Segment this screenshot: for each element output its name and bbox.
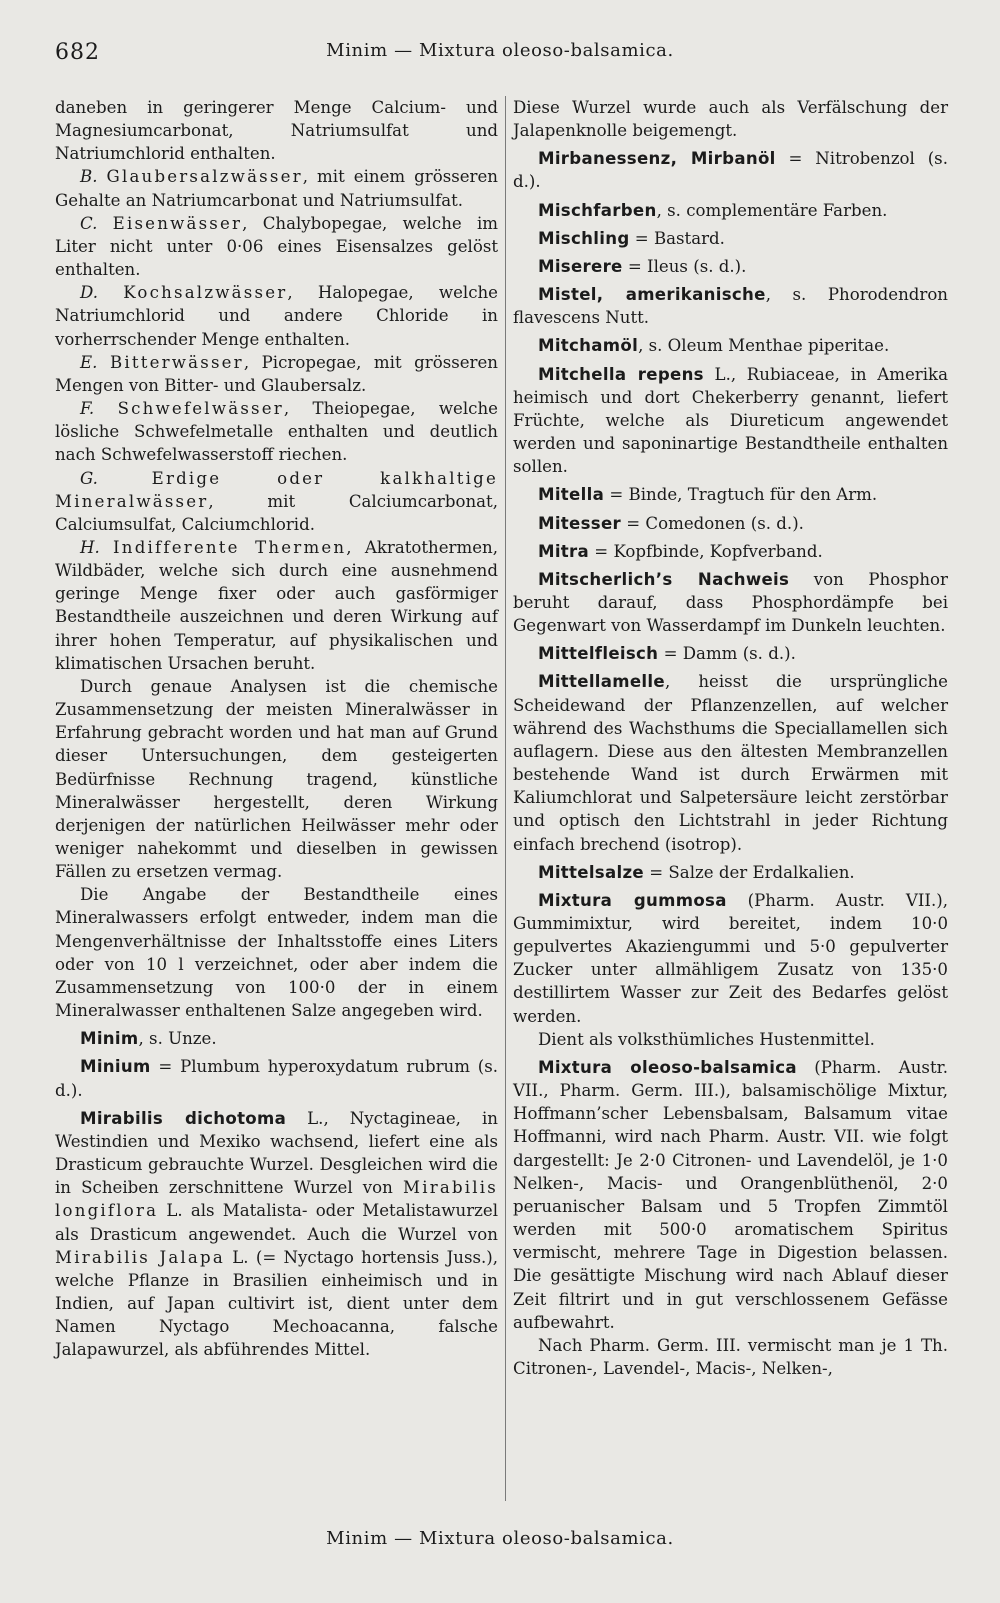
headword: Mittelsalze: [538, 862, 644, 882]
entry-mirabilis: Mirabilis dichotoma L., Nyctagineae, in Westindien und Mexiko wachsend, liefert eine als Drasticum gebrauchte Wurzel. Desgleichen wird die in Scheiben zerschnittene Wurzel von Mirabilis longiflora L. als Matalista- oder Metalistawurzel als Drasticum angewendet. Auch die Wurzel von Mirabilis Jalapa L. (= Nyctago hortensis Juss.), welche Pflanze in Brasilien einheimisch und in Indien, auf Japan cultivirt ist, dient unter dem Namen Nyctago Mechoacanna, falsche Jalapawurzel, als abführendes Mittel.: [55, 1108, 498, 1360]
right-column: [513, 96, 948, 1380]
headword: Mitesser: [538, 513, 621, 533]
list-item-c: C. Eisenwässer, Chalybopegae, welche im Liter nicht unter 0·06 eines Eisensalzes gelöst enthalten.: [55, 213, 498, 280]
entry-minium: Minium = Plumbum hyperoxydatum rubrum (s. d.).: [55, 1057, 498, 1100]
list-item-h: H. Indifferente Thermen, Akratothermen, Wildbäder, welche sich durch eine ausnehmend geringe Menge fixer oder auch gasförmiger Bestandtheile auszeichnen und deren Wirkung auf ihrer hohen Temperatur, auf physikalischen und klimatischen Ursachen beruht.: [55, 537, 499, 673]
list-item-d: D. Kochsalzwässer, Halopegae, welche Natriumchlorid und andere Chloride in vorherrschender Menge enthalten.: [55, 283, 499, 349]
headword: Mixtura oleoso-balsamica: [538, 1057, 797, 1077]
entry-miserere: Miserere = Ileus (s. d.).: [538, 256, 747, 276]
paragraph: Durch genaue Analysen ist die chemische Zusammensetzung der meisten Mineralwässer in Erfahrung gebracht worden und hat man auf Grund dieser Untersuchungen, dem gesteigerten Bedürfnisse Rechnung tragend, künstliche Mineralwässer hergestellt, deren Wirkung derjenigen der natürlichen Heilwässer mehr oder weniger nahekommt und dieselben in gewissen Fällen zu ersetzen vermag.: [55, 676, 498, 882]
entry-mistel: Mistel, amerikanische, s. Phorodendron flavescens Nutt.: [513, 285, 948, 328]
headword: Mittelfleisch: [538, 644, 659, 664]
headword: Miserere: [538, 256, 623, 276]
running-header: Minim — Mixtura oleoso-balsamica.: [326, 40, 674, 61]
list-item-g: G. Erdige oder kalkhaltige Mineralwässer, mit Calciumcarbonat, Calciumsulfat, Calciumchlorid.: [55, 468, 498, 534]
column-divider: [505, 96, 506, 1501]
headword: Mixtura gummosa: [538, 890, 727, 910]
entry-mixtura-oleoso-balsamica: Mixtura oleoso-balsamica (Pharm. Austr. VII., Pharm. Germ. III.), balsamischölige Mixtur, Hoffmann’scher Lebensbalsam, Balsamum vitae Hoffmanni, wird nach Pharm. Austr. VII. wie folgt dargestellt: Je 2·0 Citronen- und Lavendelöl, je 1·0 Nelken-, Macis- und Orangenblüthenöl, 2·0 peruanischer Balsam und 5 Tropfen Zimmtöl werden mit 500·0 aromatischem Spiritus vermischt, mehrere Tage in Digestion belassen. Die gesättigte Mischung wird nach Ablauf dieser Zeit filtrirt und in gut verschlossenem Gefässe aufbewahrt.: [513, 1057, 948, 1332]
headword: Mischfarben: [538, 200, 657, 220]
paragraph: Nach Pharm. Germ. III. vermischt man je 1 Th. Citronen-, Lavendel-, Macis-, Nelken-,: [513, 1335, 948, 1378]
headword: Mistel, amerikanische: [538, 285, 766, 305]
headword: Mirbanessenz, Mirbanöl: [538, 149, 776, 169]
list-item-e: E. Bitterwässer, Picropegae, mit grösseren Mengen von Bitter- und Glaubersalz.: [55, 352, 498, 395]
entry-mixtura-gummosa: Mixtura gummosa (Pharm. Austr. VII.), Gummimixtur, wird bereitet, indem 10·0 gepulvertes Akaziengummi und 5·0 gepulverter Zucker unter allmähligem Zusatz von 135·0 destillirtem Wasser zur Zeit des Bedarfes gelöst werden.: [513, 890, 948, 1026]
entry-minim: Minim, s. Unze.: [80, 1029, 217, 1049]
headword: Minium: [80, 1057, 151, 1077]
entry-mittellamelle: Mittellamelle, heisst die ursprüngliche Scheidewand der Pflanzenzellen, auf welcher während des Wachsthums die Speciallamellen sich auflagern. Diese aus den ältesten Membranzellen bestehende Wand ist durch Erwärmen mit Kaliumchlorat und Salpetersäure leicht zerstörbar und optisch den Lichtstrahl in jeder Richtung einfach brechend (isotrop).: [513, 672, 948, 854]
entry-mittelfleisch: Mittelfleisch = Damm (s. d.).: [538, 644, 796, 664]
entry-mischfarben: Mischfarben, s. complementäre Farben.: [538, 200, 888, 220]
headword: Mitchamöl: [538, 336, 639, 356]
paragraph: Diese Wurzel wurde auch als Verfälschung der Jalapenknolle beigemengt.: [513, 98, 948, 141]
entry-mitchamoel: Mitchamöl, s. Oleum Menthae piperitae.: [538, 336, 890, 356]
headword: Minim: [80, 1029, 139, 1049]
headword: Mitchella repens: [538, 364, 704, 384]
entry-mittelsalze: Mittelsalze = Salze der Erdalkalien.: [538, 862, 855, 882]
list-item-f: F. Schwefelwässer, Theiopegae, welche lösliche Schwefelmetalle enthalten und deutlich nach Schwefelwasserstoff riechen.: [55, 399, 498, 465]
entry-mischling: Mischling = Bastard.: [538, 228, 725, 248]
entry-mitella: Mitella = Binde, Tragtuch für den Arm.: [538, 485, 878, 505]
headword: Mittellamelle: [538, 672, 665, 692]
entry-mitesser: Mitesser = Comedonen (s. d.).: [538, 513, 804, 533]
entry-mitscherlich: Mitscherlich’s Nachweis von Phosphor beruht darauf, dass Phosphordämpfe bei Gegenwart von Wasserdampf im Dunkeln leuchten.: [513, 569, 948, 636]
headword: Mirabilis dichotoma: [80, 1108, 287, 1128]
paragraph: Die Angabe der Bestandtheile eines Mineralwassers erfolgt entweder, indem man die Mengenverhältnisse der Inhaltsstoffe eines Liters oder von 10 l verzeichnet, oder aber indem die Zusammensetzung von 100·0 der in einem Mineralwasser enthaltenen Salze angegeben wird.: [55, 885, 498, 1021]
entry-mitchella: Mitchella repens L., Rubiaceae, in Amerika heimisch und dort Chekerberry genannt, liefert Früchte, welche als Diureticum angewendet werden und saponinartige Bestandtheile enthalten sollen.: [513, 364, 948, 477]
running-footer: Minim — Mixtura oleoso-balsamica.: [326, 1528, 674, 1549]
entry-mirbanessenz: Mirbanessenz, Mirbanöl = Nitrobenzol (s. d.).: [513, 149, 948, 192]
headword: Mitra: [538, 541, 590, 561]
list-item-b: B. Glaubersalzwässer, mit einem grösseren Gehalte an Natriumcarbonat und Natriumsulfat.: [55, 167, 498, 210]
headword: Mitscherlich’s Nachweis: [538, 569, 790, 589]
headword: Mischling: [538, 228, 630, 248]
paragraph: Dient als volksthümliches Hustenmittel.: [538, 1029, 875, 1049]
page-number: 682: [55, 40, 100, 65]
paragraph: daneben in geringerer Menge Calcium- und Magnesiumcarbonat, Natriumsulfat und Natriumchlorid enthalten.: [55, 98, 498, 164]
left-column: [55, 96, 498, 1361]
entry-mitra: Mitra = Kopfbinde, Kopfverband.: [538, 541, 823, 561]
headword: Mitella: [538, 485, 605, 505]
